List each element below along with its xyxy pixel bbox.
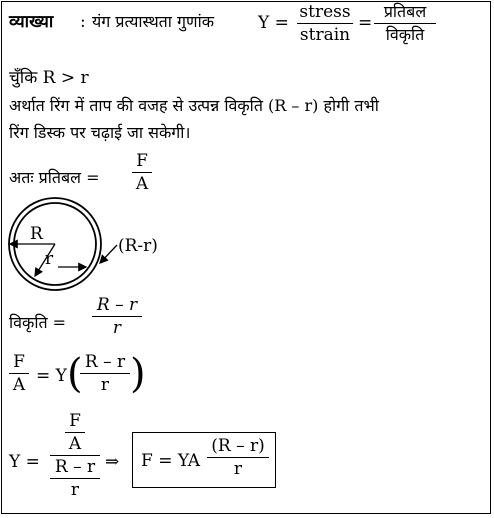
hindi-ratio-fraction: [374, 2, 436, 45]
fraction-bar: [207, 457, 269, 458]
paragraph-line-2: रिंग डिस्क पर चढ़ाई जा सकेगी।: [9, 123, 191, 142]
stress-strain-fraction: [297, 2, 353, 45]
final-denominator: r: [233, 459, 243, 479]
strain-fraction: [92, 295, 142, 338]
label-gap: (R-r): [118, 236, 158, 256]
equals-young: = Y: [36, 366, 67, 386]
force-symbol: F: [69, 411, 81, 431]
fraction-bar: [65, 432, 85, 433]
vikriti-label: विकृति: [385, 25, 425, 44]
label-small-r: r: [45, 249, 54, 269]
final-lhs: F = YA: [141, 451, 201, 471]
fraction-bar: [80, 373, 130, 374]
inner-denominator: r: [100, 375, 110, 395]
area-symbol: A: [135, 174, 149, 194]
young-modulus-text: यंग प्रत्यास्थता गुणांक: [92, 12, 215, 31]
young-lhs: Y =: [258, 13, 289, 33]
fraction-bar: [132, 172, 152, 173]
inner-fraction: [80, 352, 130, 395]
inner-numerator: R – r: [84, 352, 126, 372]
force-symbol: F: [13, 352, 25, 372]
strain-label: strain: [299, 25, 351, 45]
paragraph-line-1: अर्थात रिंग में ताप की वजह से उत्पन्न विकृति (R – r) होगी तभी: [9, 96, 379, 115]
since-r-greater: चुँकि R > r: [9, 68, 89, 88]
stress-lhs: अतः प्रतिबल =: [9, 168, 100, 187]
final-numerator: (R – r): [211, 436, 265, 456]
y-lhs: Y =: [9, 452, 40, 472]
rr-sub-fraction: [50, 457, 100, 500]
strain-denominator: r: [112, 318, 122, 338]
fraction-bar: [92, 316, 142, 317]
fraction-bar: [50, 478, 100, 479]
final-answer-box: [132, 432, 276, 488]
area-symbol: A: [12, 375, 26, 395]
rr-denominator: r: [70, 480, 80, 500]
implies-arrow: ⇒: [105, 452, 120, 472]
main-fraction-bar: [50, 455, 100, 456]
fraction-bar: [9, 373, 29, 374]
heading-colon: :: [80, 12, 86, 32]
stress-label: stress: [299, 2, 351, 22]
strain-lhs: विकृति =: [9, 313, 67, 332]
rr-numerator: R – r: [54, 457, 96, 477]
right-paren: ): [130, 351, 146, 397]
strain-numerator: R – r: [96, 295, 138, 315]
equals-sign: =: [358, 13, 373, 33]
gap-arrow-right: [100, 245, 117, 263]
compound-fraction: [50, 411, 100, 500]
area-symbol: A: [68, 434, 82, 454]
solution-page: [1, 1, 491, 514]
fraction-bar: [374, 23, 436, 24]
fa-fraction: [9, 352, 29, 395]
left-paren: (: [67, 351, 83, 397]
stress-fraction: [132, 151, 152, 194]
force-symbol: F: [136, 151, 148, 171]
label-big-R: R: [30, 224, 43, 244]
fraction-bar: [297, 23, 353, 24]
prati-bal-label: प्रतिबल: [383, 2, 427, 21]
fa-sub-fraction: [65, 411, 85, 454]
final-fraction: [207, 436, 269, 479]
explanation-heading: व्याख्या: [9, 12, 54, 32]
